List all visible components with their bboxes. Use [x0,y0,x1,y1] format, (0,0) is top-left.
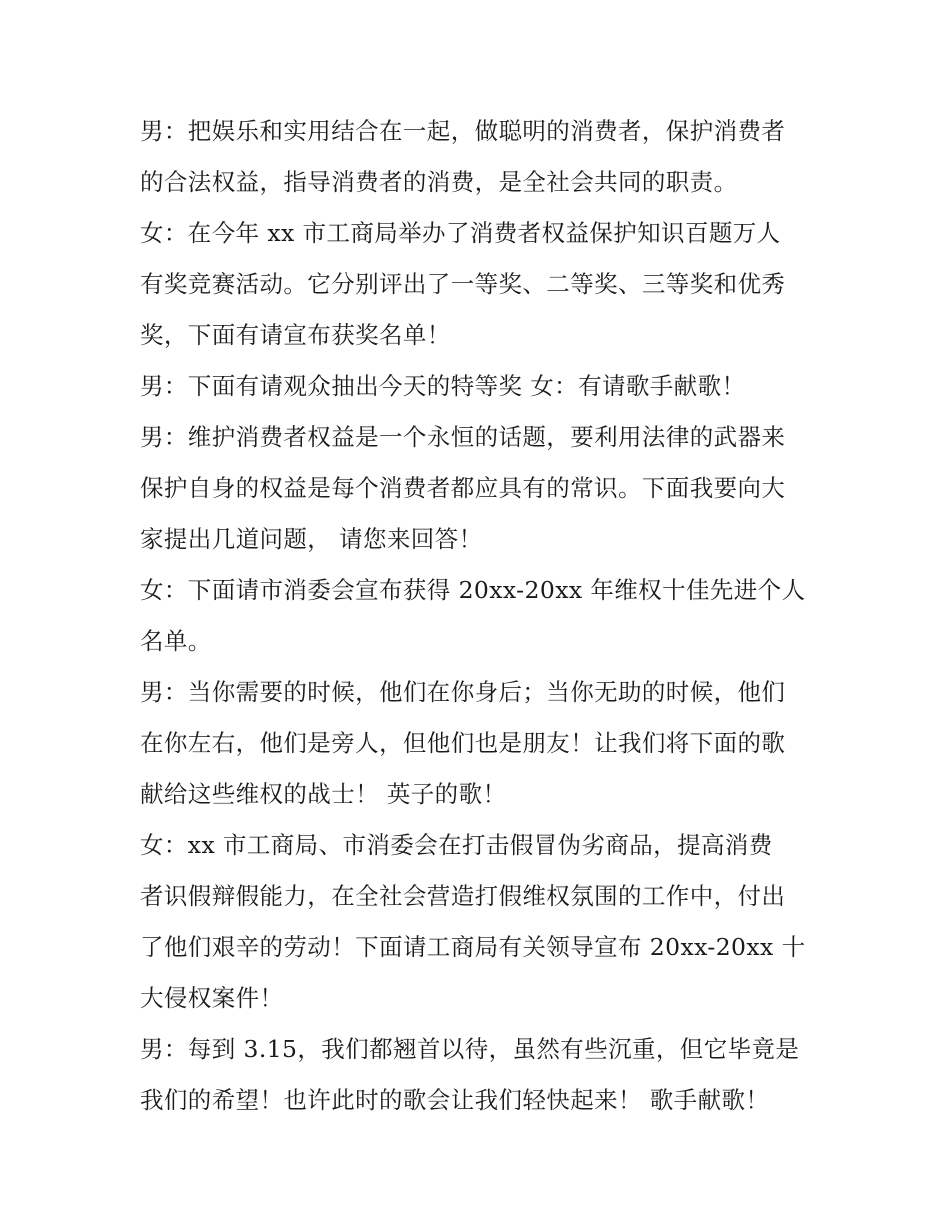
text-line: 男：下面有请观众抽出今天的特等奖 女：有请歌手献歌！ [140,372,746,400]
text-line: 保护自身的权益是每个消费者都应具有的常识。下面我要向大 [140,474,786,502]
document-body [140,106,820,1126]
text-line: 女：在今年 xx 市工商局举办了消费者权益保护知识百题万人 [140,219,781,247]
text-line: 男：把娱乐和实用结合在一起，做聪明的消费者，保护消费者 [140,117,786,145]
text-line: 在你左右，他们是旁人，但他们也是朋友！让我们将下面的歌 [140,729,786,757]
text-line: 我们的希望！也许此时的歌会让我们轻快起来！ 歌手献歌！ [140,1086,770,1114]
text-line: 有奖竞赛活动。它分别评出了一等奖、二等奖、三等奖和优秀 [140,270,786,298]
text-line: 男：维护消费者权益是一个永恒的话题，要利用法律的武器来 [140,423,786,451]
text-line: 献给这些维权的战士！ 英子的歌！ [140,780,507,808]
text-line: 者识假辩假能力，在全社会营造打假维权氛围的工作中，付出 [140,882,786,910]
text-line: 男：每到 3.15，我们都翘首以待，虽然有些沉重，但它毕竟是 [140,1035,800,1063]
text-line: 家提出几道问题， 请您来回答！ [140,525,483,553]
text-line: 的合法权益，指导消费者的消费，是全社会共同的职责。 [140,168,738,196]
text-line: 女：xx 市工商局、市消委会在打击假冒伪劣商品，提高消费 [140,831,773,859]
text-line: 大侵权案件！ [140,984,284,1012]
text-line: 男：当你需要的时候，他们在你身后；当你无助的时候，他们 [140,678,786,706]
text-line: 了他们艰辛的劳动！下面请工商局有关领导宣布 20xx-20xx 十 [140,933,806,961]
text-line: 名单。 [140,627,212,655]
text-line: 奖，下面有请宣布获奖名单！ [140,321,451,349]
text-line: 女：下面请市消委会宣布获得 20xx-20xx 年维权十佳先进个人 [140,576,806,604]
